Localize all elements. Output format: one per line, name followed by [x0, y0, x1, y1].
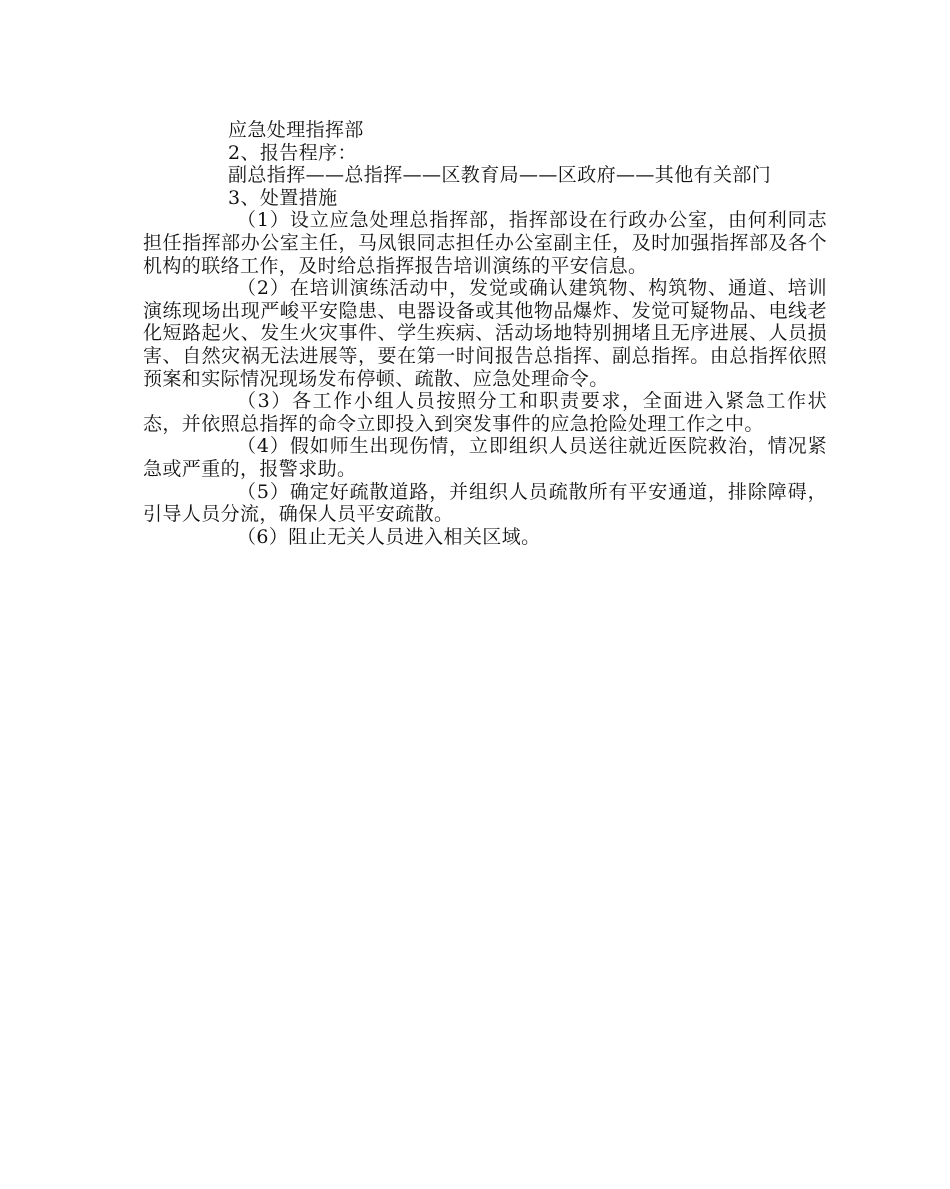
measure-item: （5）确定好疏散道路，并组织人员疏散所有平安通道，排除障碍，引导人员分流，确保人员平安疏散。: [143, 480, 827, 526]
report-chain: 副总指挥——总指挥——区教育局——区政府——其他有关部门: [228, 164, 772, 187]
document-body: [143, 119, 827, 548]
section-heading: 应急处理指挥部: [228, 119, 364, 141]
measure-item: （2）在培训演练活动中，发觉或确认建筑物、构筑物、通道、培训演练现场出现严峻平安隐患、电器设备或其他物品爆炸、发觉可疑物品、电线老化短路起火、发生火灾事件、学生疾病、活动场地特别拥堵且无序进展、人员损害、自然灾祸无法进展等，要在第一时间报告总指挥、副总指挥。由总指挥依照预案和实际情况现场发布停顿、疏散、应急处理命令。: [143, 277, 827, 390]
report-procedure-title: 2、报告程序：: [228, 141, 357, 164]
measures-title: 3、处置措施: [228, 186, 338, 209]
measure-item: （6）阻止无关人员进入相关区域。: [237, 525, 541, 548]
measure-item: （3）各工作小组人员按照分工和职责要求，全面进入紧急工作状态，并依照总指挥的命令立即投入到突发事件的应急抢险处理工作之中。: [143, 390, 827, 435]
measure-item: （4）假如师生出现伤情，立即组织人员送往就近医院救治，情况紧急或严重的，报警求助。: [143, 435, 827, 480]
measure-item: （1）设立应急处理总指挥部，指挥部设在行政办公室，由何利同志担任指挥部办公室主任，马凤银同志担任办公室副主任，及时加强指挥部及各个机构的联络工作，及时给总指挥报告培训演练的平安信息。: [143, 209, 827, 277]
